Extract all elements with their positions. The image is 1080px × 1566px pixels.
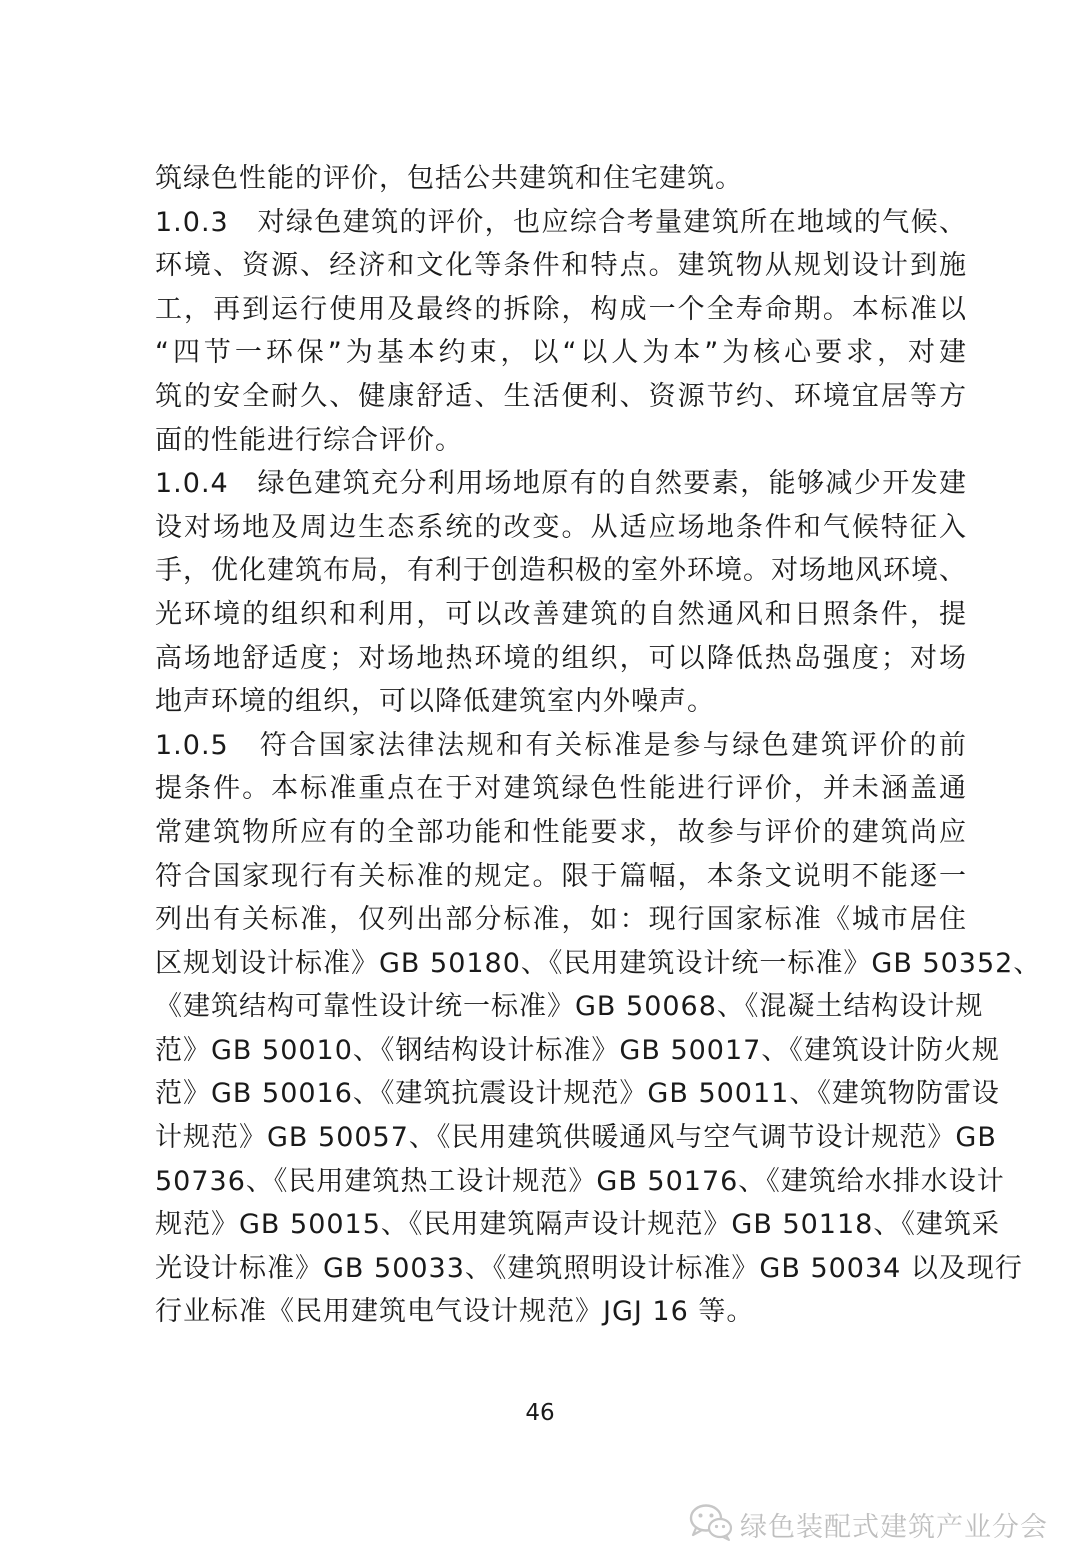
- text-line: 地声环境的组织，可以降低建筑室内外噪声。: [155, 686, 715, 718]
- text-line: 规范》GB 50015、《民用建筑隔声设计规范》GB 50118、《建筑采: [155, 1209, 1000, 1241]
- text-line: 筑绿色性能的评价，包括公共建筑和住宅建筑。: [155, 163, 743, 194]
- text-line: 光环境的组织和利用，可以改善建筑的自然通风和日照条件，提: [155, 598, 967, 630]
- page-number: 46: [525, 1400, 555, 1426]
- text-line: 范》GB 50016、《建筑抗震设计规范》GB 50011、《建筑物防雷设: [155, 1078, 1000, 1110]
- text-line: 工，再到运行使用及最终的拆除，构成一个全寿命期。本标准以: [155, 293, 967, 325]
- text-line: 提条件。本标准重点在于对建筑绿色性能进行评价，并未涵盖通: [155, 773, 967, 805]
- text-line: 1.0.4 绿色建筑充分利用场地原有的自然要素，能够减少开发建: [155, 468, 967, 500]
- text-line: 符合国家现行有关标准的规定。限于篇幅，本条文说明不能逐一: [155, 860, 967, 892]
- watermark: [688, 1502, 1048, 1546]
- text-line: 50736、《民用建筑热工设计规范》GB 50176、《建筑给水排水设计: [155, 1165, 1005, 1197]
- text-line: 范》GB 50010、《钢结构设计标准》GB 50017、《建筑设计防火规: [155, 1034, 1000, 1066]
- text-line: 高场地舒适度；对场地热环境的组织，可以降低热岛强度；对场: [155, 642, 967, 674]
- text-line: 行业标准《民用建筑电气设计规范》JGJ 16 等。: [155, 1296, 755, 1328]
- text-line: 《建筑结构可靠性设计统一标准》GB 50068、《混凝土结构设计规: [155, 991, 984, 1023]
- text-line: 区规划设计标准》GB 50180、《民用建筑设计统一标准》GB 50352、: [155, 947, 1042, 979]
- text-line: 环境、资源、经济和文化等条件和特点。建筑物从规划设计到施: [155, 250, 967, 282]
- text-line: 计规范》GB 50057、《民用建筑供暖通风与空气调节设计规范》GB: [155, 1122, 997, 1154]
- watermark-text: 绿色装配式建筑产业分会: [740, 1511, 1048, 1543]
- text-line: 设对场地及周边生态系统的改变。从适应场地条件和气候特征入: [155, 511, 967, 543]
- body-text: [155, 157, 1042, 1334]
- text-line: 面的性能进行综合评价。: [155, 424, 463, 456]
- text-line: 1.0.5 符合国家法律法规和有关标准是参与绿色建筑评价的前: [155, 729, 967, 761]
- text-line: 光设计标准》GB 50033、《建筑照明设计标准》GB 50034 以及现行: [155, 1252, 1023, 1284]
- text-line: 常建筑物所应有的全部功能和性能要求，故参与评价的建筑尚应: [155, 816, 967, 848]
- text-line: 1.0.3 对绿色建筑的评价，也应综合考量建筑所在地域的气候、: [155, 206, 967, 238]
- wechat-icon: [688, 1502, 734, 1546]
- text-line: 手，优化建筑布局，有利于创造积极的室外环境。对场地风环境、: [155, 555, 967, 587]
- text-line: “四节一环保”为基本约束，以“以人为本”为核心要求，对建: [155, 337, 967, 369]
- text-line: 筑的安全耐久、健康舒适、生活便利、资源节约、环境宜居等方: [155, 380, 967, 412]
- text-line: 列出有关标准，仅列出部分标准，如：现行国家标准《城市居住: [155, 904, 967, 936]
